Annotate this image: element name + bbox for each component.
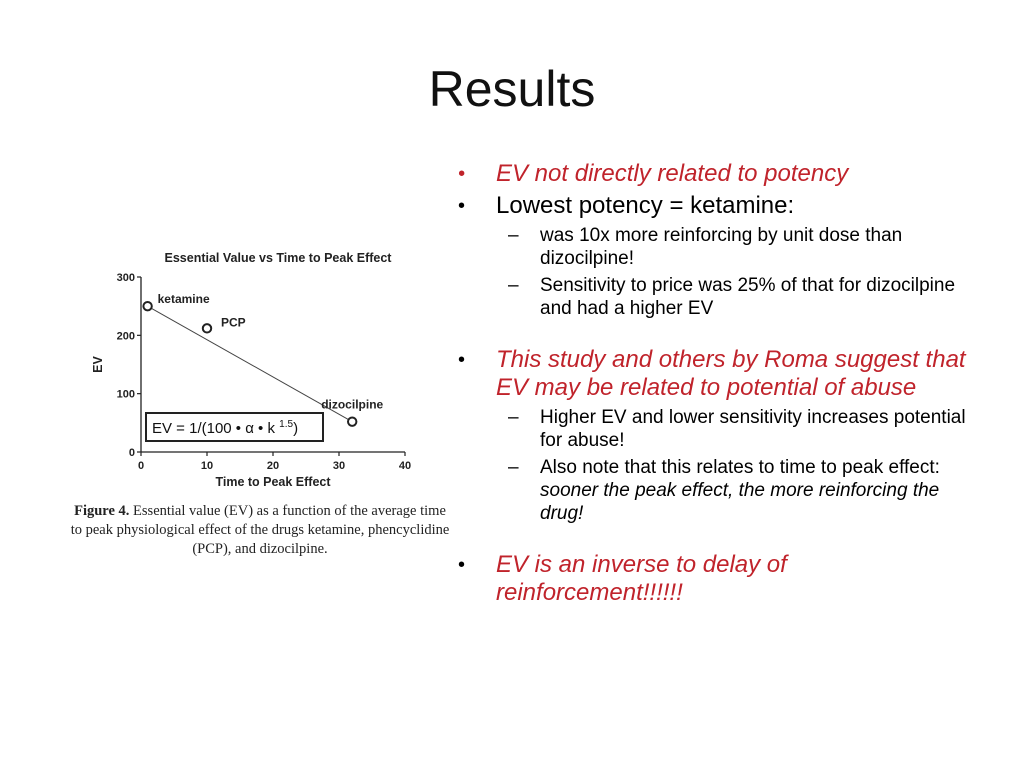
sub-bullet-higher-ev bbox=[452, 406, 972, 452]
x-axis-label: Time to Peak Effect bbox=[215, 475, 331, 489]
data-label-ketamine: ketamine bbox=[157, 292, 210, 307]
sub-bullet-italic-text: sooner the peak effect, the more reinforcing the drug! bbox=[540, 480, 940, 524]
y-tick-label: 0 bbox=[128, 447, 135, 459]
bullet-text: EV not directly related to potency bbox=[496, 160, 849, 187]
x-tick-label: 10 bbox=[200, 460, 214, 472]
y-axis-label: EV bbox=[91, 356, 105, 373]
bullet-glyph: • bbox=[458, 554, 466, 576]
chart-svg bbox=[60, 240, 460, 500]
bullet-text: This study and others by Roma suggest that EV may be related to potential of abuse bbox=[496, 346, 966, 401]
bullet-list bbox=[452, 160, 972, 607]
x-tick-label: 0 bbox=[137, 460, 145, 472]
y-tick-label: 200 bbox=[116, 330, 135, 343]
figure-caption bbox=[70, 502, 450, 559]
x-tick-label: 20 bbox=[266, 460, 280, 472]
x-tick-label: 40 bbox=[398, 460, 412, 472]
sub-bullet-text: Higher EV and lower sensitivity increases potential for abuse! bbox=[540, 407, 966, 451]
bullet-ev-potency bbox=[452, 160, 972, 188]
dash-glyph: – bbox=[508, 275, 519, 296]
slide-title: Results bbox=[428, 61, 596, 117]
sub-bullet-time-to-peak bbox=[452, 456, 972, 525]
dash-glyph: – bbox=[508, 225, 519, 246]
data-label-dizocilpine: dizocilpine bbox=[321, 397, 384, 412]
dash-glyph: – bbox=[508, 407, 519, 428]
x-tick-label: 30 bbox=[332, 460, 346, 472]
bullet-roma-study bbox=[452, 346, 972, 402]
bullet-lowest-potency bbox=[452, 192, 972, 220]
sub-bullet-text: Also note that this relates to time to peak effect: bbox=[540, 457, 940, 478]
data-point-ketamine bbox=[143, 302, 151, 310]
chart-title: Essential Value vs Time to Peak Effect bbox=[164, 251, 392, 265]
equation-text: EV = 1/(100 • α • k $^{1.5}$) bbox=[152, 419, 299, 437]
bullet-text: Lowest potency = ketamine: bbox=[496, 192, 795, 219]
data-point-dizocilpine bbox=[348, 417, 356, 425]
dash-glyph: – bbox=[508, 457, 519, 478]
data-point-pcp bbox=[203, 324, 211, 332]
bullet-inverse-delay bbox=[452, 551, 972, 607]
sub-bullet-text: Sensitivity to price was 25% of that for dizocilpine and had a higher EV bbox=[540, 275, 956, 319]
y-tick-label: 300 bbox=[116, 272, 135, 284]
sub-bullet-text: was 10x more reinforcing by unit dose than dizocilpine! bbox=[540, 225, 903, 269]
caption-text: Essential value (EV) as a function of the average time to peak physiological effect of the drugs ketamine, phencyclidine (PCP), and dizocilpine. bbox=[70, 503, 450, 557]
caption-label: Figure 4. bbox=[74, 503, 130, 519]
bullet-glyph: • bbox=[458, 163, 466, 185]
data-label-pcp: PCP bbox=[221, 315, 246, 330]
bullet-text: EV is an inverse to delay of reinforcement!!!!!! bbox=[496, 551, 787, 606]
sub-bullet-sensitivity bbox=[452, 274, 972, 320]
bullet-glyph: • bbox=[458, 349, 466, 371]
bullet-glyph: • bbox=[458, 195, 466, 217]
sub-bullet-10x bbox=[452, 224, 972, 270]
y-tick-label: 100 bbox=[116, 388, 135, 401]
